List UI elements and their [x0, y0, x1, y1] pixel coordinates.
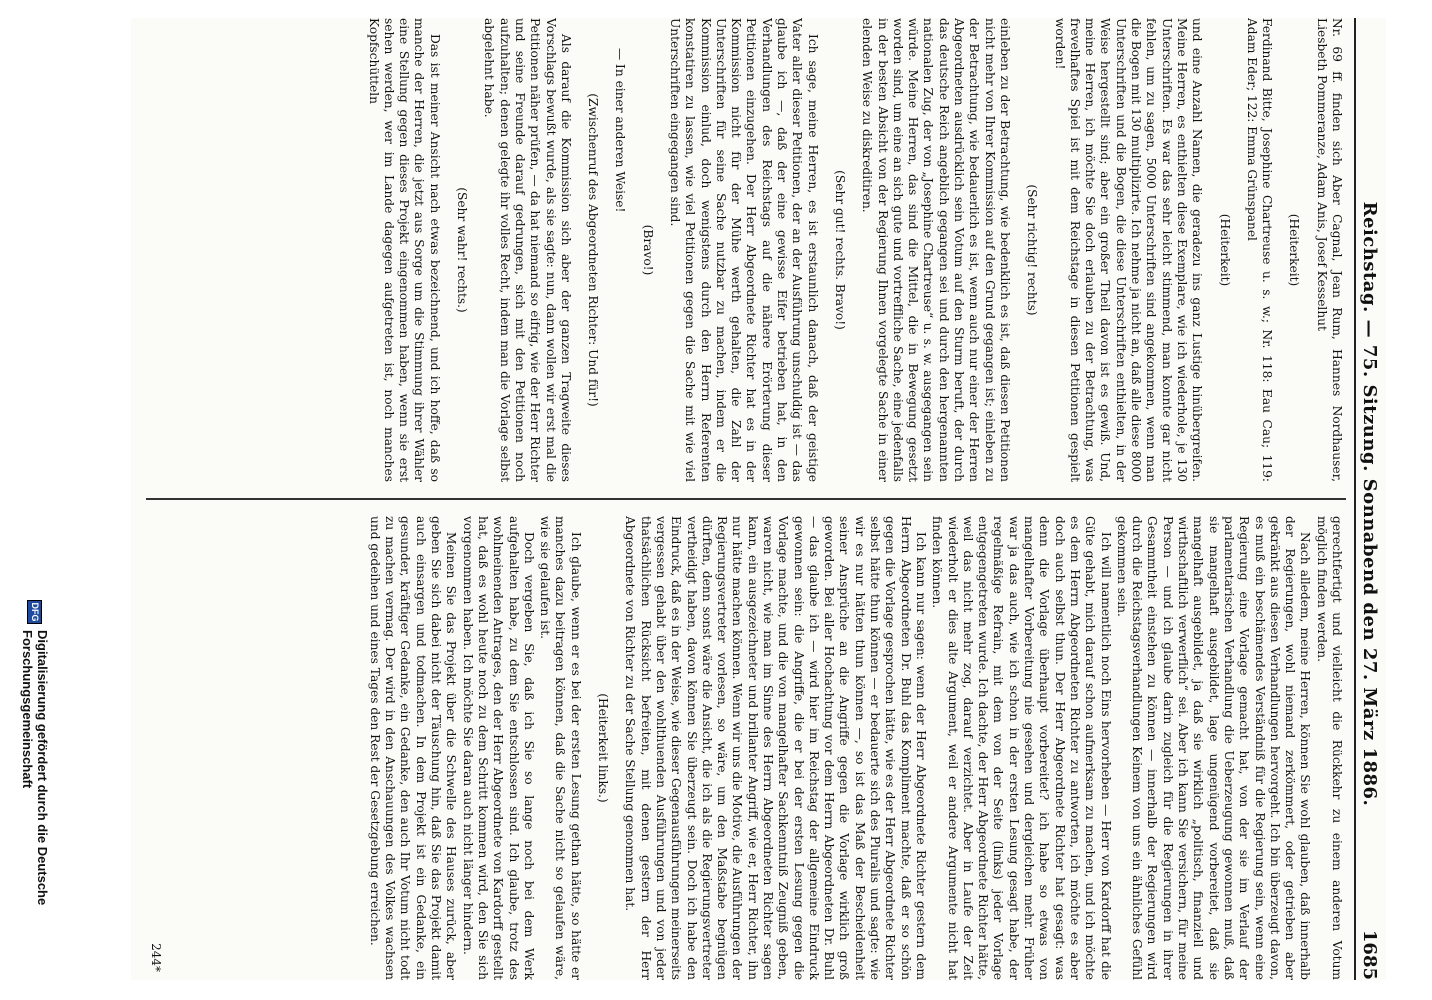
paragraph: einleben zu der Betrachtung, wie bedenklich es ist, daß diesen Petitionen nicht mehr von Ihrer Kommission auf den Grund gegangen ist; einleben zu der Betrachtung, wie bedauerlich es ist, wenn auch nur einer der Herren Abgeordneten ausdrücklich sein Votum auf den Sturm beruft, der durch das deutsche Reich angeblich gegangen sei und durch den hergenannten nationalen Zug, der von „Josephine Chartreuse“ u. s. w. ausgegangen sein würde. Meine Herren, das sind die Mittel, die in Bewegung gesetzt worden sind, um eine an sich gute und vortreffliche Sache, eine jedenfalls in der besten Absicht von der Regierung Ihnen vorgelegte Sache in einer elenden Weise zu diskreditiren. — [860, 18, 1012, 482]
paragraph: gerechtfertigt und vielleicht die Rückkehr zu einem anderen Votum möglich finden werden. — [1314, 516, 1344, 980]
paragraph: Nr. 69 ff. finden sich Aber Cagnal, Jean Rum, Hannes Nordhauser, Liesbeth Pommeranze, Adam Anis, Josef Kesselhut — [1314, 18, 1344, 482]
footer-text: Digitalisierung gefördert durch die Deutsche Forschungsgemeinschaft — [20, 630, 50, 906]
annotation: (Sehr richtig! rechts) — [1025, 184, 1040, 316]
document-page — [131, 18, 1386, 980]
page-title: Reichstag. — 75. Sitzung. Sonnabend den 27. März 1886. — [1359, 201, 1380, 807]
paragraph: Ich glaube, wenn er es bei der ersten Lesung gethan hätte, so hätte er manches dazu beitragen können, daß die Sache nicht so gelaufen wäre, wie sie gelaufen ist. — [538, 516, 583, 980]
page-number: 1685 — [1359, 929, 1380, 980]
annotation: (Heiterkeit) — [1217, 213, 1232, 287]
annotation: (Sehr gut! rechts. Bravo!) — [832, 170, 847, 330]
digitization-footer — [20, 600, 50, 1000]
annotation: (Heiterkeit) — [1287, 213, 1302, 287]
annotation: (Bravo!) — [640, 224, 655, 276]
annotation: (Heiterkeit links.) — [596, 693, 611, 803]
page-header — [1354, 18, 1386, 980]
dfg-logo-icon: DFG — [28, 600, 43, 624]
paragraph: Als darauf die Kommission sich aber der ganzen Tragweite dieses Vorschlags bewußt wurde, als sie sagte: nun, dann wollen wir erst mal die Petitionen näher prüfen, — da hat niemand so eifrig, wie der Herr Richter und seine Freunde darauf gedrungen, sich mit den Petitionen noch aufzuhalten; denen gelegte ihr volles Recht, indem man die Vorlage selbst abgelehnt habe. — [482, 18, 573, 482]
paragraph: Das ist meiner Ansicht nach etwas bezeichnend, und ich hoffe, daß so manche der Herren, die jetzt aus Sorge um die Stimmung ihrer Wähler eine Stellung gegen dieses Projekt eingenommen haben, wenn sie erst sehen werden, wer im Lande dagegen aufgetreten ist, noch manches Kopfschütteln — [366, 18, 442, 482]
text-column-left — [144, 18, 1344, 482]
paragraph: Ich kann nur sagen: wenn der Herr Abgeordnete Richter gestern dem Herrn Abgeordneten Dr. Buhl das Kompliment machte, daß er so schön gegen die Vorlage gesprochen hätte, wie es der Herr Abgeordnete Richter selbst hätte thun können — er bedauerte sich des Pluralis und sagte: wie wir es nur hätten thun können —, so ist das Maß der Bescheidenheit seiner Ansprüche an die Angriffe gegen die Vorlage wirklich groß geworden. Bei aller Hochachtung vor dem Herrn Abgeordneten Dr. Buhl — das glaube ich — wird hier im Reichstag der allgemeine Eindruck gewonnen sein: die Angriffe, die er bei der ersten Lesung gegen die Vorlage machte, und die von mangelhafter Sachkenntniß Zeugniß geben, waren nicht, wie man im Sinne des Herrn Abgeordneten Richter sagen kann, ein ausgezeichneter und brillanter Angriff, wie er, Herr Richter, ihn nur hätte machen können. Wenn wir uns die Motive, die Ausführungen der Regierungsvertreter vorlesen, so wäre, um den Maßstabe begnügen dürften, denn sonst wäre die Ansicht, die ich als die Regierungsvertreter vertheidigt haben, davon können Sie überzeugt sein. Doch ich habe den Eindruck, daß es in der Weise, wie dieser Gegenausführungen meinerseits vergessen gehabt über den wohlthuenden Ausführungen und von jeder thatsächlichen Rücksicht befreiten, mit denen gestern der Herr Abgeordnete von Richter zu der Sache Stellung genommen hat. — [623, 516, 928, 980]
paragraph: Ich sage, meine Herren, es ist erstaunlich danach, daß der geistige Vater aller dieser Petitionen, der an der Ausführung unschuldig ist — das glaube ich —, daß der eine gewisse Eifer betrieben hat, in den Verhandlungen des Reichstags auf die nähere Erörterung dieser Petitionen einzugehen. Der Herr Abgeordnete Richter hat es in der Kommission nicht für der Mühe werth gehalten, die Zahl der Unterschriften für seine Sache nutzbar zu machen, indem er die Kommission einlud, doch wenigstens durch den Herrn Referenten konstatiren zu lassen, wie viel Petitionen gegen die Sache mit wie viel Unterschriften eingegangen sind. — [668, 18, 820, 482]
paragraph: Nach alledem, meine Herren, können Sie wohl glauben, daß innerhalb der Regierungen, wohl niemand zerkömmert, oder getrieben aber gekränkt aus diesen Verhandlungen hervorgeht. Ich bin überzeugt davon, es muß ein beschämendes Verständniß für die Regierung sein, wenn eine Regierung eine Vorlage gemacht hat, von der sie im Verlauf der parlamentarischen Verhandlung die Ueberzeugung gewonnen muß, daß sie mangelhaft ausgebildet, lage ungenügend vorbereitet, daß sie mangelhaft ausgebildet, ja daß sie wirklich „politisch, finanziell und wirthschaftlich verwerflich“ sei. Aber ich kann Sie versichern, für meine Person — und ich glaube darin zugleich für die Regierungen in ihrer Gesammtheit einstehen zu können — innerhalb der Regierungen wird durch die Reichstagsverhandlungen Keinem von uns ein ähnliches Gefühl gekommen sein. — [1114, 516, 1313, 980]
text-column-right — [144, 516, 1344, 980]
annotation: (Zwischenruf des Abgeordneten Richter: Und für!) — [586, 93, 601, 407]
paragraph: und eine Anzahl Namen, die geradezu ins ganz Lustige hinübergreifen. Meine Herren, es enthielten diese Exemplare, wie ich wiederhole, je 130 Unterschriften. Es war das sehr leicht stimmend, man konnte gar nicht fehlen, um zu sagen, 5000 Unterschriften sind angekommen, wenn man die Bogen mit 130 multiplizirte. Ich nehme ja nicht an, daß alle diese 8000 Unterschriften und die Bogen, die diese Unterschriften enthielten, in der Weise hergestellt sind; aber ein großer Theil davon ist es gewiß. Und, meine Herren, ich möchte Sie doch erlauben zu der Betrachtung, was frevelhaftes Spiel ist mit dem Reichstage in diesen Petitionen gespielt worden! — [1052, 18, 1205, 482]
interjection: — In einer anderen Weise! — [613, 48, 628, 213]
paragraph: Ich will namentlich noch Eins hervorheben — Herr von Kardorff hat die Güte gehabt, mich darauf schon aufmerksam zu machen, und ich möchte es dem Herrn Abgeordneten Richter zu antworten, ich möchte es aber doch auch selbst thun. Der Herr Abgeordnete Richter hat gesagt: was denn die Vorlage überhaupt vorbereitet? ich habe so etwas von mangelhafter Vorbereitung nie gesehen und dergleichen mehr. Früher war ja das auch, wie ich schon in der ersten Lesung gesagt habe, der regelmäßige Refrain, mit dem von der Seite (links) jeder Vorlage entgegengetreten wurde. Ich dachte, der Herr Abgeordnete Richter hätte, weil das nicht mehr zog, darauf verzichtet. Aber in Laufe der Zeit wiederholt er dies alte Argument, weil er andere Argumente nicht hat finden können. — [930, 516, 1113, 980]
column-divider — [146, 498, 1346, 500]
paragraph: Meinen Sie das Projekt über die Schwelle des Hauses zurück, aber geben Sie sich dabei nicht der Täuschung hin, daß Sie das Projekt damit auch einsargen und todmachen. In dem Projekt ist ein Gedanke, ein gesunder, kräftiger Gedanke, ein Gedanke, den auch Ihr Votum nicht todt zu machen vermag. Der wird in den Anschauungen des Volkes wachsen und gedeihen und eines Tages den Rest der Gesetzgebung erreichen. — [367, 516, 459, 980]
paragraph: Ferdinand Bitte, Josephine Chartreuse u. s. w.; Nr. 118: Eau Cau; 119: Adam Eder; 122: Emma Grünspanel — [1244, 18, 1275, 482]
signature-mark: 244* — [149, 943, 164, 972]
paragraph: Doch vergeben Sie, daß ich Sie so lange noch bei dem Werk aufgehalten habe, zu dem Sie entschlossen sind. Ich glaube, trotz des wohlmeinenden Antrages, den der Herr Abgeordnete von Kardorff gestellt hat, daß es wohl heute noch zu dem Schritt kommen wird, den Sie sich vorgenommen haben. Ich möchte Sie daran auch nicht länger hindern. — [460, 516, 536, 980]
annotation: (Sehr wahr! rechts.) — [455, 187, 470, 313]
